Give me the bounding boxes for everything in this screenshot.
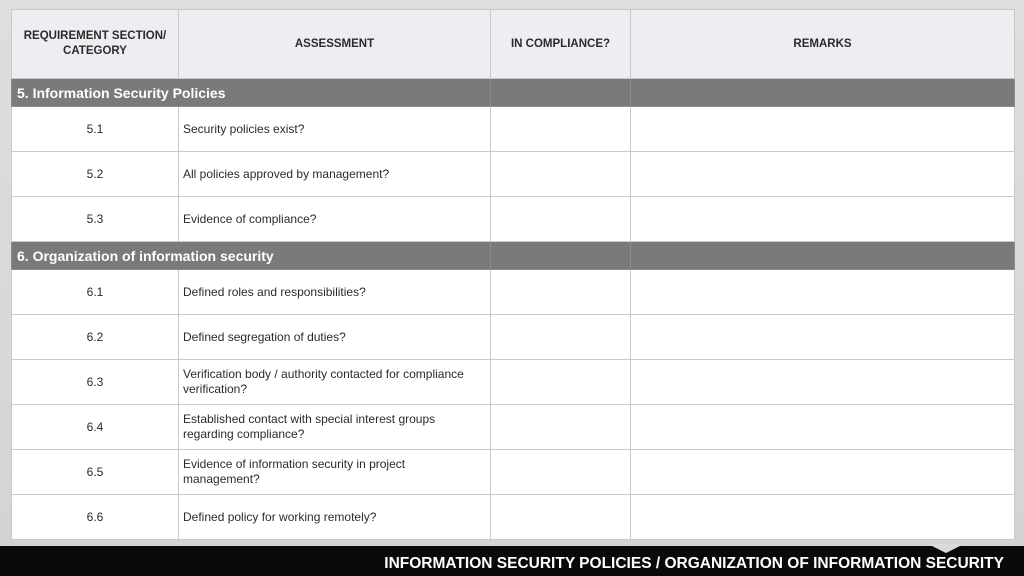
- header-remarks: REMARKS: [631, 10, 1015, 79]
- compliance-checklist-table: [11, 9, 1015, 540]
- section-remarks-cell: [631, 242, 1015, 270]
- compliance-cell[interactable]: [491, 360, 631, 405]
- table-row: [12, 495, 1015, 540]
- compliance-cell[interactable]: [491, 495, 631, 540]
- header-requirement-section: REQUIREMENT SECTION/ CATEGORY: [12, 10, 179, 79]
- remarks-cell[interactable]: [631, 152, 1015, 197]
- compliance-cell[interactable]: [491, 270, 631, 315]
- section-compliance-cell: [491, 79, 631, 107]
- compliance-cell[interactable]: [491, 315, 631, 360]
- compliance-cell[interactable]: [491, 405, 631, 450]
- assessment-text: Defined segregation of duties?: [179, 315, 491, 360]
- header-assessment: ASSESSMENT: [179, 10, 491, 79]
- remarks-cell[interactable]: [631, 315, 1015, 360]
- table-row: [12, 360, 1015, 405]
- requirement-id: 5.2: [12, 152, 179, 197]
- compliance-cell[interactable]: [491, 450, 631, 495]
- section-header-row: [12, 79, 1015, 107]
- assessment-text: Established contact with special interest groups regarding compliance?: [179, 405, 491, 450]
- assessment-text: Defined roles and responsibilities?: [179, 270, 491, 315]
- requirement-id: 5.3: [12, 197, 179, 242]
- remarks-cell[interactable]: [631, 405, 1015, 450]
- remarks-cell[interactable]: [631, 495, 1015, 540]
- remarks-cell[interactable]: [631, 197, 1015, 242]
- requirement-id: 6.3: [12, 360, 179, 405]
- requirement-id: 6.1: [12, 270, 179, 315]
- header-in-compliance: IN COMPLIANCE?: [491, 10, 631, 79]
- requirement-id: 5.1: [12, 107, 179, 152]
- table-row: [12, 450, 1015, 495]
- remarks-cell[interactable]: [631, 270, 1015, 315]
- footer-bar: [0, 546, 1024, 576]
- assessment-text: Evidence of information security in project management?: [179, 450, 491, 495]
- remarks-cell[interactable]: [631, 107, 1015, 152]
- requirement-id: 6.5: [12, 450, 179, 495]
- table-row: [12, 107, 1015, 152]
- compliance-cell[interactable]: [491, 107, 631, 152]
- assessment-text: Verification body / authority contacted for compliance verification?: [179, 360, 491, 405]
- assessment-text: Defined policy for working remotely?: [179, 495, 491, 540]
- footer-title: INFORMATION SECURITY POLICIES / ORGANIZATION OF INFORMATION SECURITY: [384, 555, 1004, 572]
- section-compliance-cell: [491, 242, 631, 270]
- section-title: 5. Information Security Policies: [12, 79, 491, 107]
- table-row: [12, 315, 1015, 360]
- assessment-text: All policies approved by management?: [179, 152, 491, 197]
- remarks-cell[interactable]: [631, 360, 1015, 405]
- requirement-id: 6.6: [12, 495, 179, 540]
- section-title: 6. Organization of information security: [12, 242, 491, 270]
- requirement-id: 6.2: [12, 315, 179, 360]
- table-row: [12, 152, 1015, 197]
- compliance-cell[interactable]: [491, 152, 631, 197]
- table-row: [12, 405, 1015, 450]
- table-row: [12, 270, 1015, 315]
- requirement-id: 6.4: [12, 405, 179, 450]
- assessment-text: Security policies exist?: [179, 107, 491, 152]
- remarks-cell[interactable]: [631, 450, 1015, 495]
- footer-notch-decoration: [928, 544, 964, 553]
- section-header-row: [12, 242, 1015, 270]
- assessment-text: Evidence of compliance?: [179, 197, 491, 242]
- compliance-cell[interactable]: [491, 197, 631, 242]
- table-header-row: [12, 10, 1015, 79]
- section-remarks-cell: [631, 79, 1015, 107]
- table-row: [12, 197, 1015, 242]
